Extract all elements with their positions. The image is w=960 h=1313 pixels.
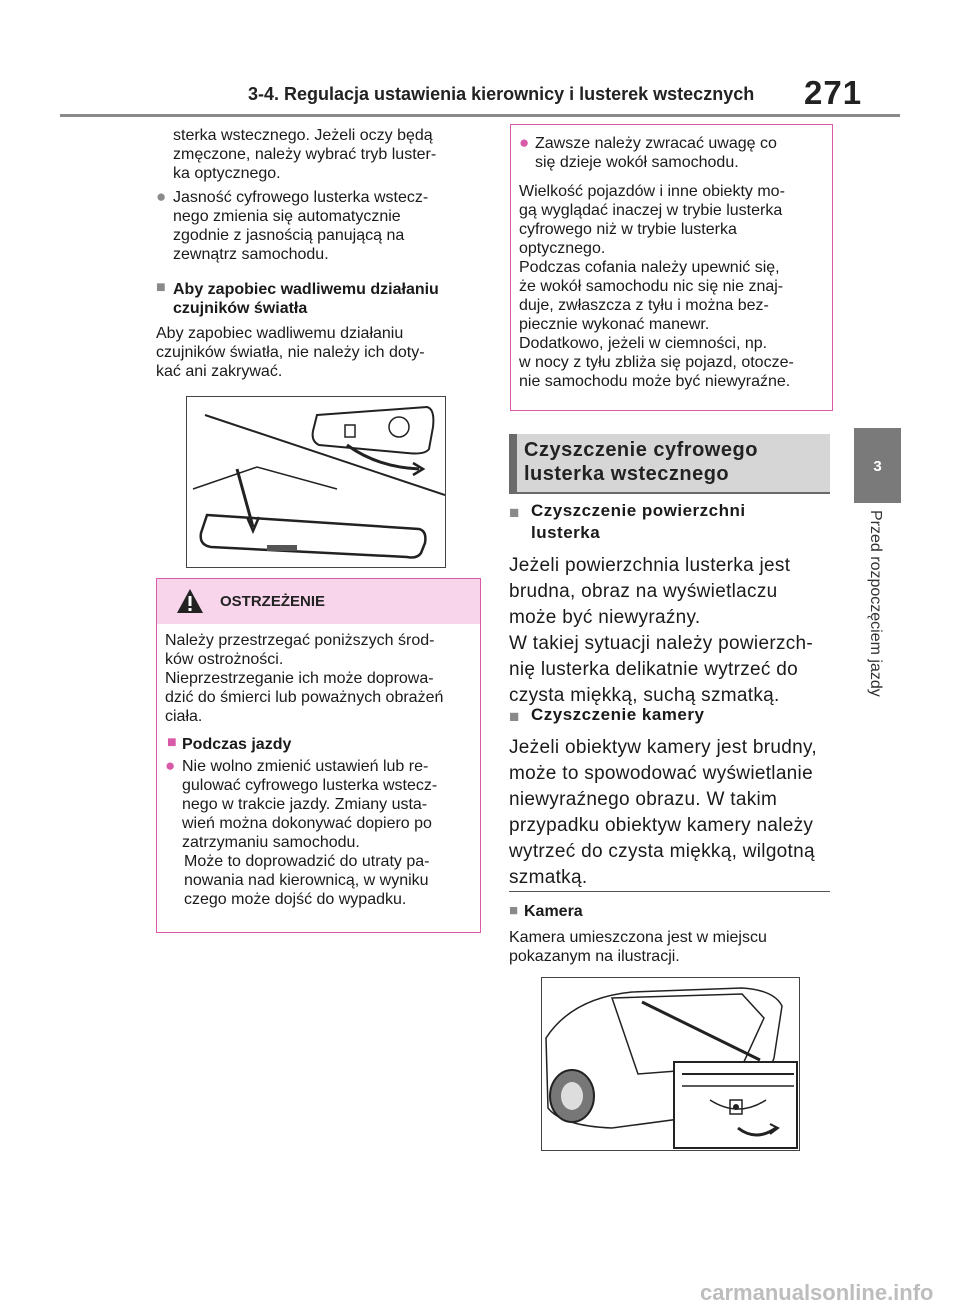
divider xyxy=(509,891,830,892)
bullet-icon: ● xyxy=(519,133,530,152)
running-header: 3-4. Regulacja ustawienia kierownicy i lusterek wstecznych xyxy=(248,84,755,104)
section-header-bar xyxy=(509,434,517,492)
camera-location-text: Kamera umieszczona jest w miejscu pokazanym na ilustracji. xyxy=(509,929,767,965)
mirror-cleaning-paragraph: Jeżeli powierzchnia lusterka jest brudna, obraz na wyświetlaczu może być niewyraźny. W takiej sytuacji należy powierzch- nię lusterka delikatnie wytrzeć do czysta miękką, suchą szmatką. xyxy=(509,555,814,706)
section-title: Czyszczenie cyfrowego lusterka wstecznego xyxy=(524,439,758,485)
square-marker-icon: ■ xyxy=(509,902,519,919)
warning-subheading: Podczas jazdy xyxy=(182,736,292,753)
page-number: 271 xyxy=(804,74,863,111)
chapter-tab-number: 3 xyxy=(873,458,882,475)
bullet-icon: ● xyxy=(156,187,167,206)
warning-box xyxy=(156,578,481,933)
square-marker-icon: ■ xyxy=(167,734,177,751)
note-box xyxy=(510,124,833,411)
subheading-camera-cleaning: Czyszczenie kamery xyxy=(531,705,705,724)
subheading-mirror-surface: Czyszczenie powierzchni lusterka xyxy=(531,501,746,542)
section-header-rule xyxy=(509,492,830,494)
light-sensor-paragraph: Aby zapobiec wadliwemu działaniu czujników światła, nie należy ich doty- kać ani zakrywać. xyxy=(156,325,425,380)
mirror-illustration xyxy=(186,396,446,568)
header-rule xyxy=(60,114,900,117)
square-marker-icon: ■ xyxy=(509,503,520,522)
watermark: carmanualsonline.info xyxy=(700,1280,934,1305)
note-paragraph: Wielkość pojazdów i inne obiekty mo- gą wyglądać inaczej w trybie lusterka cyfrowego niż w trybie lusterka optycznego. Podczas cofania należy upewnić się, że wokół samochodu nic się nie znaj- duje, zwłaszcza z tyłu i można bez- piecznie wykonać manewr. Dodatkowo, jeżeli w ciemności, np. w nocy z tyłu zbliża się pojazd, otocze- nie samochodu może być niewyraźne. xyxy=(519,183,794,390)
square-marker-icon: ■ xyxy=(156,279,166,296)
warning-header xyxy=(157,579,480,624)
rear-camera-illustration xyxy=(541,977,800,1151)
warning-intro: Należy przestrzegać poniższych środ- ków ostrożności. Nieprzestrzeganie ich może doprowa- dzić do śmierci lub poważnych obrażeń ciała. xyxy=(165,632,444,725)
warning-triangle-icon xyxy=(175,587,205,615)
square-marker-icon: ■ xyxy=(509,707,520,726)
light-sensor-heading: Aby zapobiec wadliwemu działaniu czujników światła xyxy=(173,281,439,317)
warning-title: OSTRZEŻENIE xyxy=(220,593,326,610)
camera-cleaning-paragraph: Jeżeli obiektyw kamery jest brudny, może to spowodować wyświetlanie niewyraźnego obrazu. W takim przypadku obiektyw kamery należy wytrzeć do czysta miękką, wilgotną szmatką. xyxy=(509,737,817,888)
chapter-tab-label: Przed rozpoczęciem jazdy xyxy=(867,510,884,697)
continued-paragraph: sterka wstecznego. Jeżeli oczy będą zmęczone, należy wybrać tryb luster- ka optycznego. xyxy=(173,127,437,182)
bullet-brightness: Jasność cyfrowego lusterka wstecz- nego zmienia się automatycznie zgodnie z jasnością panującą na zewnątrz samochodu. xyxy=(173,189,429,263)
bullet-icon: ● xyxy=(165,756,176,775)
camera-heading: Kamera xyxy=(524,903,583,920)
note-bullet: Zawsze należy zwracać uwagę co się dzieje wokół samochodu. xyxy=(535,135,777,171)
warning-bullet: Nie wolno zmienić ustawień lub re- gulować cyfrowego lusterka wstecz- nego w trakcie jazdy. Zmiany usta- wień można dokonywać dopiero po zatrzymaniu samochodu. Może to doprowadzić do utraty pa- nowania nad kierownicą, w wyniku czego może dojść do wypadku. xyxy=(182,758,438,908)
